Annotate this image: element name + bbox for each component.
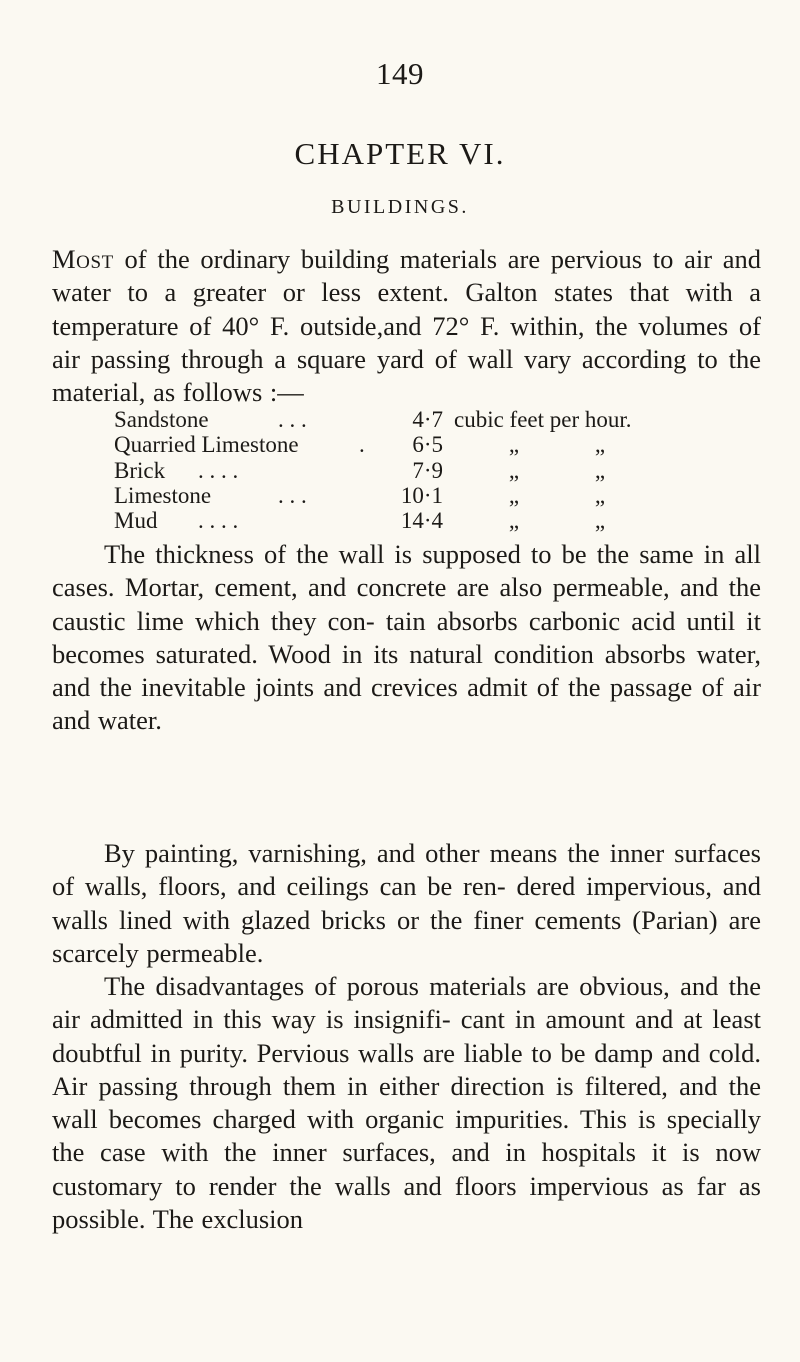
ditto-mark: „ [594,482,606,508]
intro-first-word: Most [52,244,114,274]
body-paragraph-porous-materials: The disadvantages of porous materials are obvious, and the air admitted in this way is insignifi- cant in amount and at least doubtful in purity. Pervious walls are liable to be damp and cold. Air passing through them in either direction is filtered, and the wall becomes charged with organic impurities. This is specially the case with the inner surfaces, and in hospitals it is now customary to render the walls and floors impervious as far as possible. The exclusion [52,971,761,1235]
ditto-mark: „ [594,457,606,483]
ditto-mark: „ [508,482,520,508]
table-row [114,432,724,457]
ditto-mark: „ [594,508,606,534]
table-row [114,508,724,533]
ditto-mark: „ [594,432,606,458]
leader-dots: . . . [278,407,307,432]
material-value: 14·4 [400,508,443,534]
material-name: Brick [114,457,166,483]
material-name: Limestone [114,482,212,508]
section-title: BUILDINGS. [331,196,469,218]
ditto-marks [471,432,646,457]
leader-dots: . . . [278,482,307,508]
table-row [114,483,724,508]
chapter-title: CHAPTER VI. [294,136,506,171]
material-value: 6·5 [412,432,443,458]
leader-dots: . [359,432,365,458]
materials-permeability-table [114,407,724,533]
leader-dots: . . . . [198,457,239,483]
ditto-marks [471,508,646,533]
material-name: Quarried Limestone [114,432,299,458]
ditto-mark: „ [508,457,520,483]
body-paragraph-thickness: The thickness of the wall is supposed to be the same in all cases. Mortar, cement, and concrete are also permeable, and the caustic lime which they con- tain absorbs carbonic acid until it becomes saturated. Wood in its natural condition absorbs water, and the inevitable joints and crevices admit of the passage of air and water. [52,539,761,736]
body-paragraph-impervious-surfaces: By painting, varnishing, and other means the inner surfaces of walls, floors, and ceilings can be ren- dered impervious, and walls lined with glazed bricks or the finer cements (Parian) are scarcely permeable. [52,838,761,968]
material-name: Mud [114,508,158,534]
table-row [114,458,724,483]
material-value: 7·9 [412,457,443,483]
page-number: 149 [376,56,424,91]
material-value: 4·7 [412,407,443,432]
material-name: Sandstone [114,407,209,432]
unit-label: cubic feet per hour. [454,407,632,432]
ditto-mark: „ [508,432,520,458]
material-value: 10·1 [400,482,443,508]
table-row [114,407,724,432]
intro-paragraph-text: of the ordinary building materials are pervious to air and water to a greater or less extent. Galton states that with a temperature of 40° F. outside,and 72° F. within, the volumes of air passing through a square yard of wall vary according to the material, as follows :— [52,244,761,408]
ditto-marks [471,458,646,483]
intro-paragraph [52,243,761,409]
ditto-mark: „ [508,508,520,534]
ditto-marks [471,483,646,508]
leader-dots: . . . . [198,508,239,534]
